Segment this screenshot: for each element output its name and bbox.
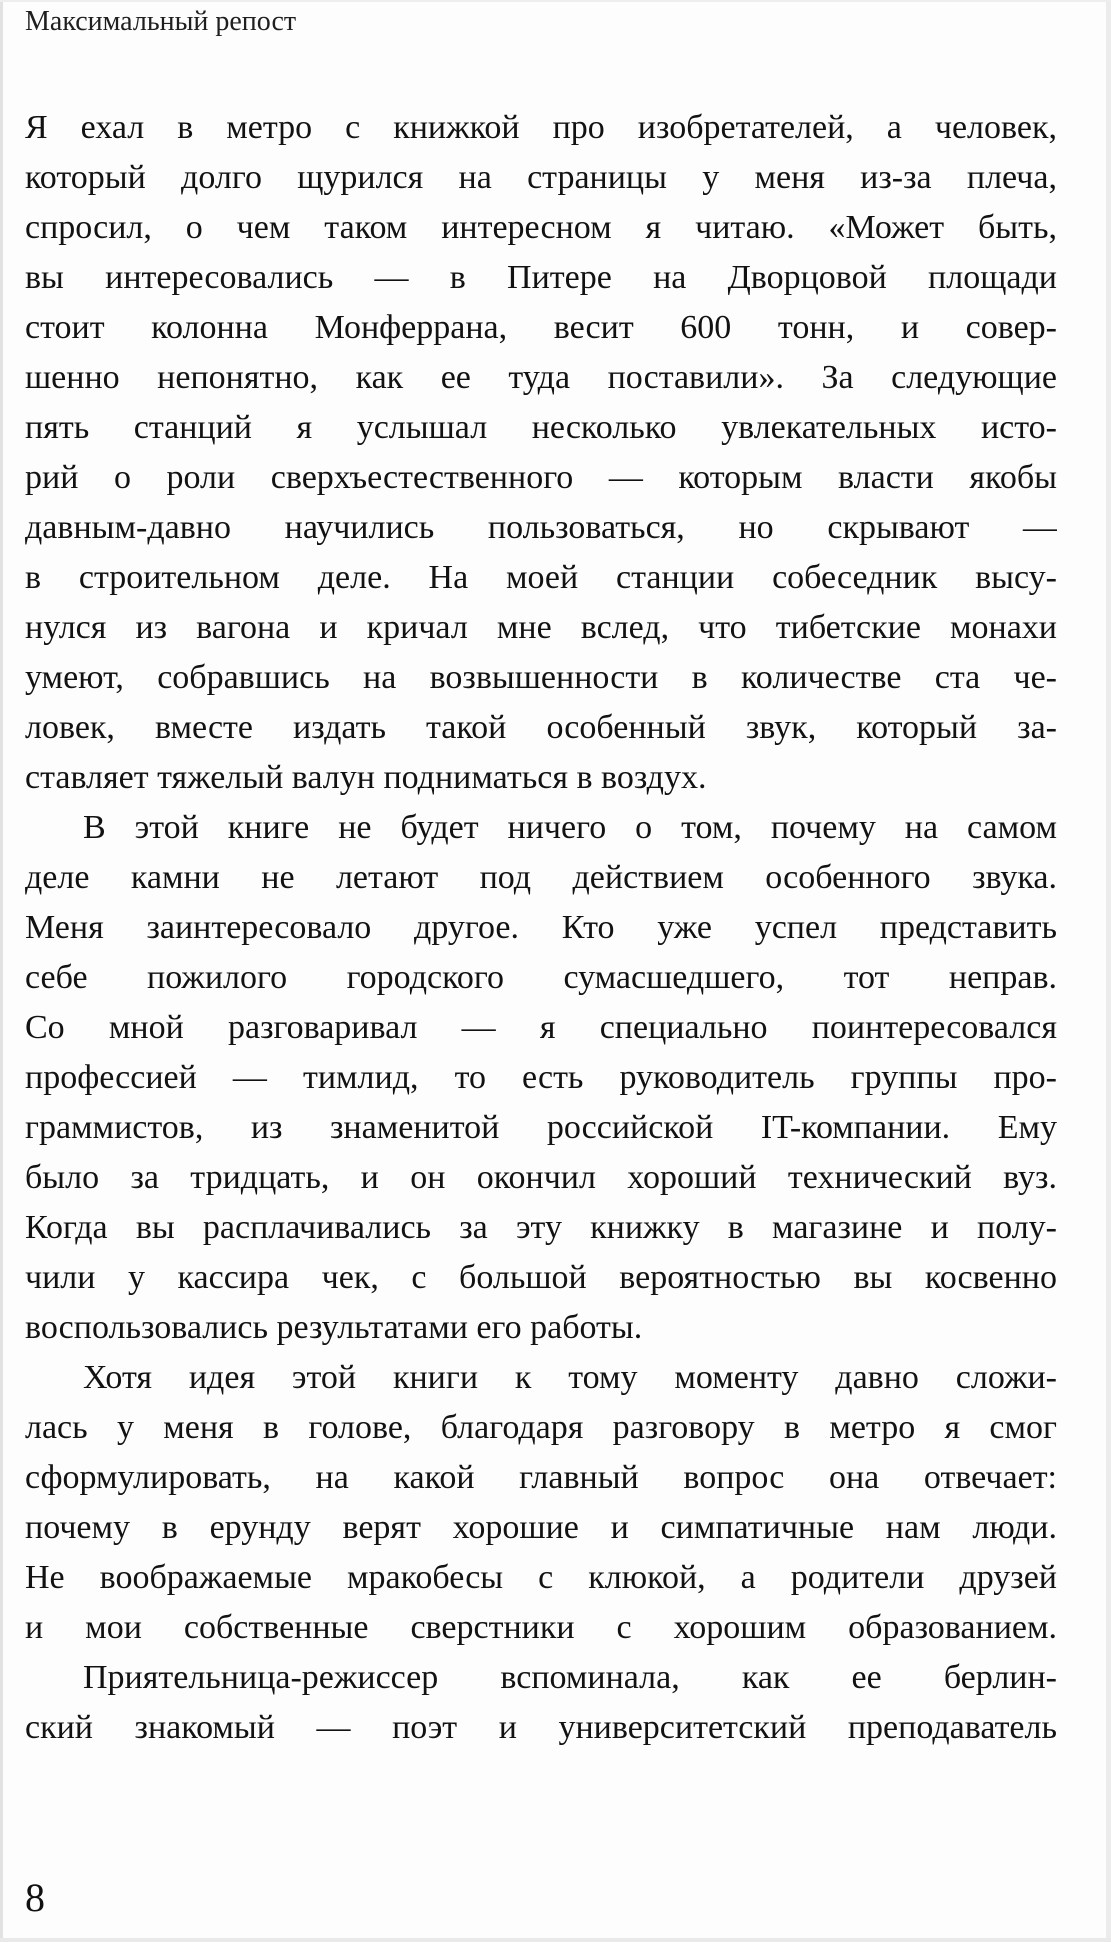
text-line: Хотя идея этой книги к тому моменту давно сложи- <box>83 1359 1057 1396</box>
text-line: граммистов, из знаменитой российской IT-компании. Ему <box>25 1109 1057 1146</box>
running-header: Максимальный репост <box>25 6 297 37</box>
text-block <box>25 103 1057 1753</box>
text-line: Когда вы расплачивались за эту книжку в магазине и полу- <box>25 1209 1057 1246</box>
text-line: Приятельница-режиссер вспоминала, как ее берлин- <box>83 1659 1057 1696</box>
text-line: который долго щурился на страницы у меня из-за плеча, <box>25 159 1057 196</box>
text-line: деле камни не летают под действием особенного звука. <box>25 859 1057 896</box>
text-line: воспользовались результатами его работы. <box>25 1309 643 1346</box>
text-line: умеют, собравшись на возвышенности в количестве ста че- <box>25 659 1057 696</box>
text-line: В этой книге не будет ничего о том, почему на самом <box>83 809 1057 846</box>
text-line: шенно непонятно, как ее туда поставили». За следующие <box>25 359 1057 396</box>
text-line: рий о роли сверхъестественного — которым власти якобы <box>25 459 1057 496</box>
text-line: Не воображаемые мракобесы с клюкой, а родители друзей <box>25 1559 1057 1596</box>
text-line: пять станций я услышал несколько увлекательных исто- <box>25 409 1057 446</box>
text-line: себе пожилого городского сумасшедшего, тот неправ. <box>25 959 1057 996</box>
text-line: Со мной разговаривал — я специально поинтересовался <box>25 1009 1057 1046</box>
text-line: стоит колонна Монферрана, весит 600 тонн, и совер- <box>25 309 1057 346</box>
text-line: Меня заинтересовало другое. Кто уже успел представить <box>25 909 1057 946</box>
scan-edge-right <box>1106 0 1111 1942</box>
text-line: почему в ерунду верят хорошие и симпатичные нам люди. <box>25 1509 1057 1546</box>
text-line: и мои собственные сверстники с хорошим образованием. <box>25 1609 1057 1646</box>
text-line: нулся из вагона и кричал мне вслед, что тибетские монахи <box>25 609 1057 646</box>
text-line: было за тридцать, и он окончил хороший технический вуз. <box>25 1159 1057 1196</box>
page-number: 8 <box>25 1875 45 1920</box>
scan-edge-left <box>0 0 3 1942</box>
text-line: спросил, о чем таком интересном я читаю. «Может быть, <box>25 209 1057 246</box>
text-line: сформулировать, на какой главный вопрос она отвечает: <box>25 1459 1057 1496</box>
text-line: вы интересовались — в Питере на Дворцовой площади <box>25 259 1057 296</box>
text-line: профессией — тимлид, то есть руководитель группы про- <box>25 1059 1057 1096</box>
text-line: ставляет тяжелый валун подниматься в воздух. <box>25 759 707 796</box>
text-line: в строительном деле. На моей станции собеседник высу- <box>25 559 1057 596</box>
text-line: лась у меня в голове, благодаря разговору в метро я смог <box>25 1409 1057 1446</box>
text-line: ловек, вместе издать такой особенный звук, который за- <box>25 709 1057 746</box>
text-line: чили у кассира чек, с большой вероятностью вы косвенно <box>25 1259 1057 1296</box>
text-line: давным-давно научились пользоваться, но скрывают — <box>25 509 1057 546</box>
scan-edge-bottom <box>0 1938 1111 1942</box>
text-line: Я ехал в метро с книжкой про изобретателей, а человек, <box>25 109 1057 146</box>
text-line: ский знакомый — поэт и университетский преподаватель <box>25 1709 1057 1746</box>
